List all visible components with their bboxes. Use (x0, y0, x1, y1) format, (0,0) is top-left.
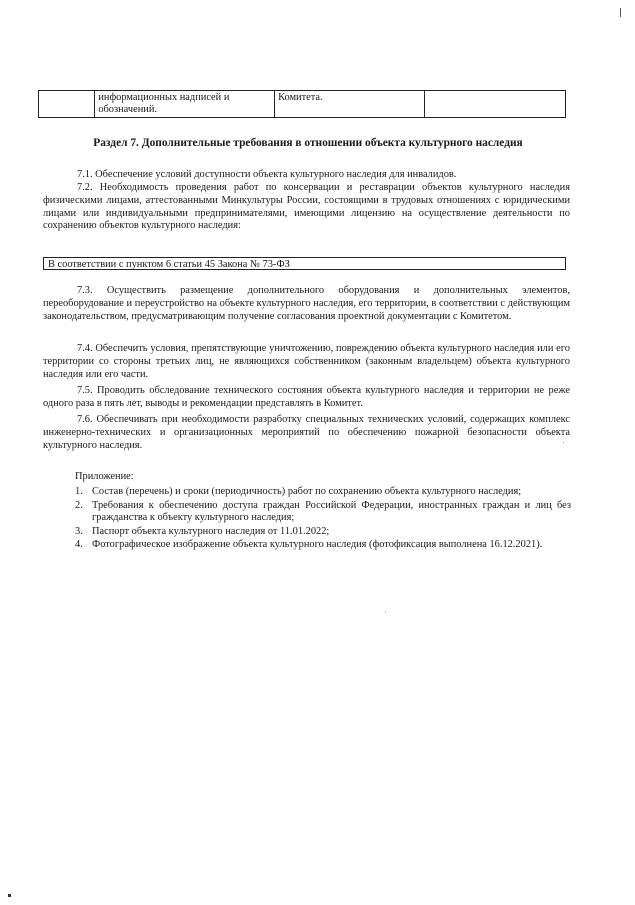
paragraph-7-3-text: 7.3. Осуществить размещение дополнительного оборудования и дополнительных элементов, переоборудование и переустройство на объекте культурного наследия, его территории, в соответствии с действующим законодательством, предусматривающим получение согласования проектной документации с Комитетом. (43, 285, 570, 322)
list-item-text: Паспорт объекта культурного наследия от 11.01.2022; (92, 525, 330, 537)
list-item-number: 1. (75, 486, 83, 497)
list-item-text: Состав (перечень) и сроки (периодичность) работ по сохранению объекта культурного наследия; (92, 486, 522, 497)
paragraph-7-6-text: 7.6. Обеспечивать при необходимости разработку специальных технических условий, содержащих комплекс инженерно-технических и организационных мероприятий по обеспечению пожарной безопасности объекта культурного наследия. (43, 414, 570, 451)
list-item (75, 526, 571, 539)
paragraph-7-2-text: 7.2. Необходимость проведения работ по консервации и реставрации объектов культурного наследия физическими лицами, аттестованными Минкультуры России, состоящими в трудовых отношениях с юридическими лицами или индивидуальными предпринимателями, имеющими лицензию на осуществление деятельности по сохранению объектов культурного наследия: (43, 182, 570, 232)
scan-mark (620, 8, 621, 17)
list-item (75, 500, 571, 525)
legal-reference-box: В соответствии с пунктом 6 статьи 45 Закона № 73-ФЗ (43, 257, 566, 270)
list-item (75, 539, 571, 552)
scan-speck (385, 612, 386, 613)
paragraph-7-1-text: 7.1. Обеспечение условий доступности объекта культурного наследия для инвалидов. (77, 169, 457, 180)
appendix-list (75, 486, 571, 553)
list-item (75, 486, 571, 499)
scan-speck (563, 442, 564, 443)
paragraph-7-6 (43, 414, 570, 452)
table-cell-1 (39, 91, 95, 118)
table-cell-2: информационных надписей и обозначений. (95, 91, 275, 118)
paragraph-7-1 (43, 169, 570, 182)
table-cell-4 (424, 91, 565, 118)
table-cell-3: Комитета. (275, 91, 425, 118)
list-item-number: 4. (75, 539, 83, 551)
paragraph-7-2 (43, 182, 570, 233)
scan-mark (8, 894, 11, 897)
list-item-number: 3. (75, 525, 83, 537)
list-item-text: Требования к обеспечению доступа граждан Российской Федерации, иностранных граждан и лиц без гражданства к объекту культурного наследия; (92, 499, 571, 524)
section-title: Раздел 7. Дополнительные требования в отношении объекта культурного наследия (93, 137, 523, 149)
table-row (39, 91, 566, 118)
table-fragment (38, 90, 566, 118)
appendix-heading: Приложение: (75, 471, 134, 482)
paragraph-7-4 (43, 343, 570, 381)
paragraph-7-3 (43, 285, 570, 323)
paragraph-7-5-text: 7.5. Проводить обследование технического состояния объекта культурного наследия и территории не реже одного раза в пять лет, выводы и рекомендации представлять в Комитет. (43, 385, 570, 409)
paragraph-7-4-text: 7.4. Обеспечить условия, препятствующие уничтожению, повреждению объекта культурного наследия или его территории со стороны третьих лиц, не являющихся собственником (законным владельцем) объекта культурного наследия или его части. (43, 343, 570, 380)
list-item-text: Фотографическое изображение объекта культурного наследия (фотофиксация выполнена 16.12.2021). (92, 539, 543, 551)
paragraph-7-5 (43, 385, 570, 411)
list-item-number: 2. (75, 499, 83, 511)
